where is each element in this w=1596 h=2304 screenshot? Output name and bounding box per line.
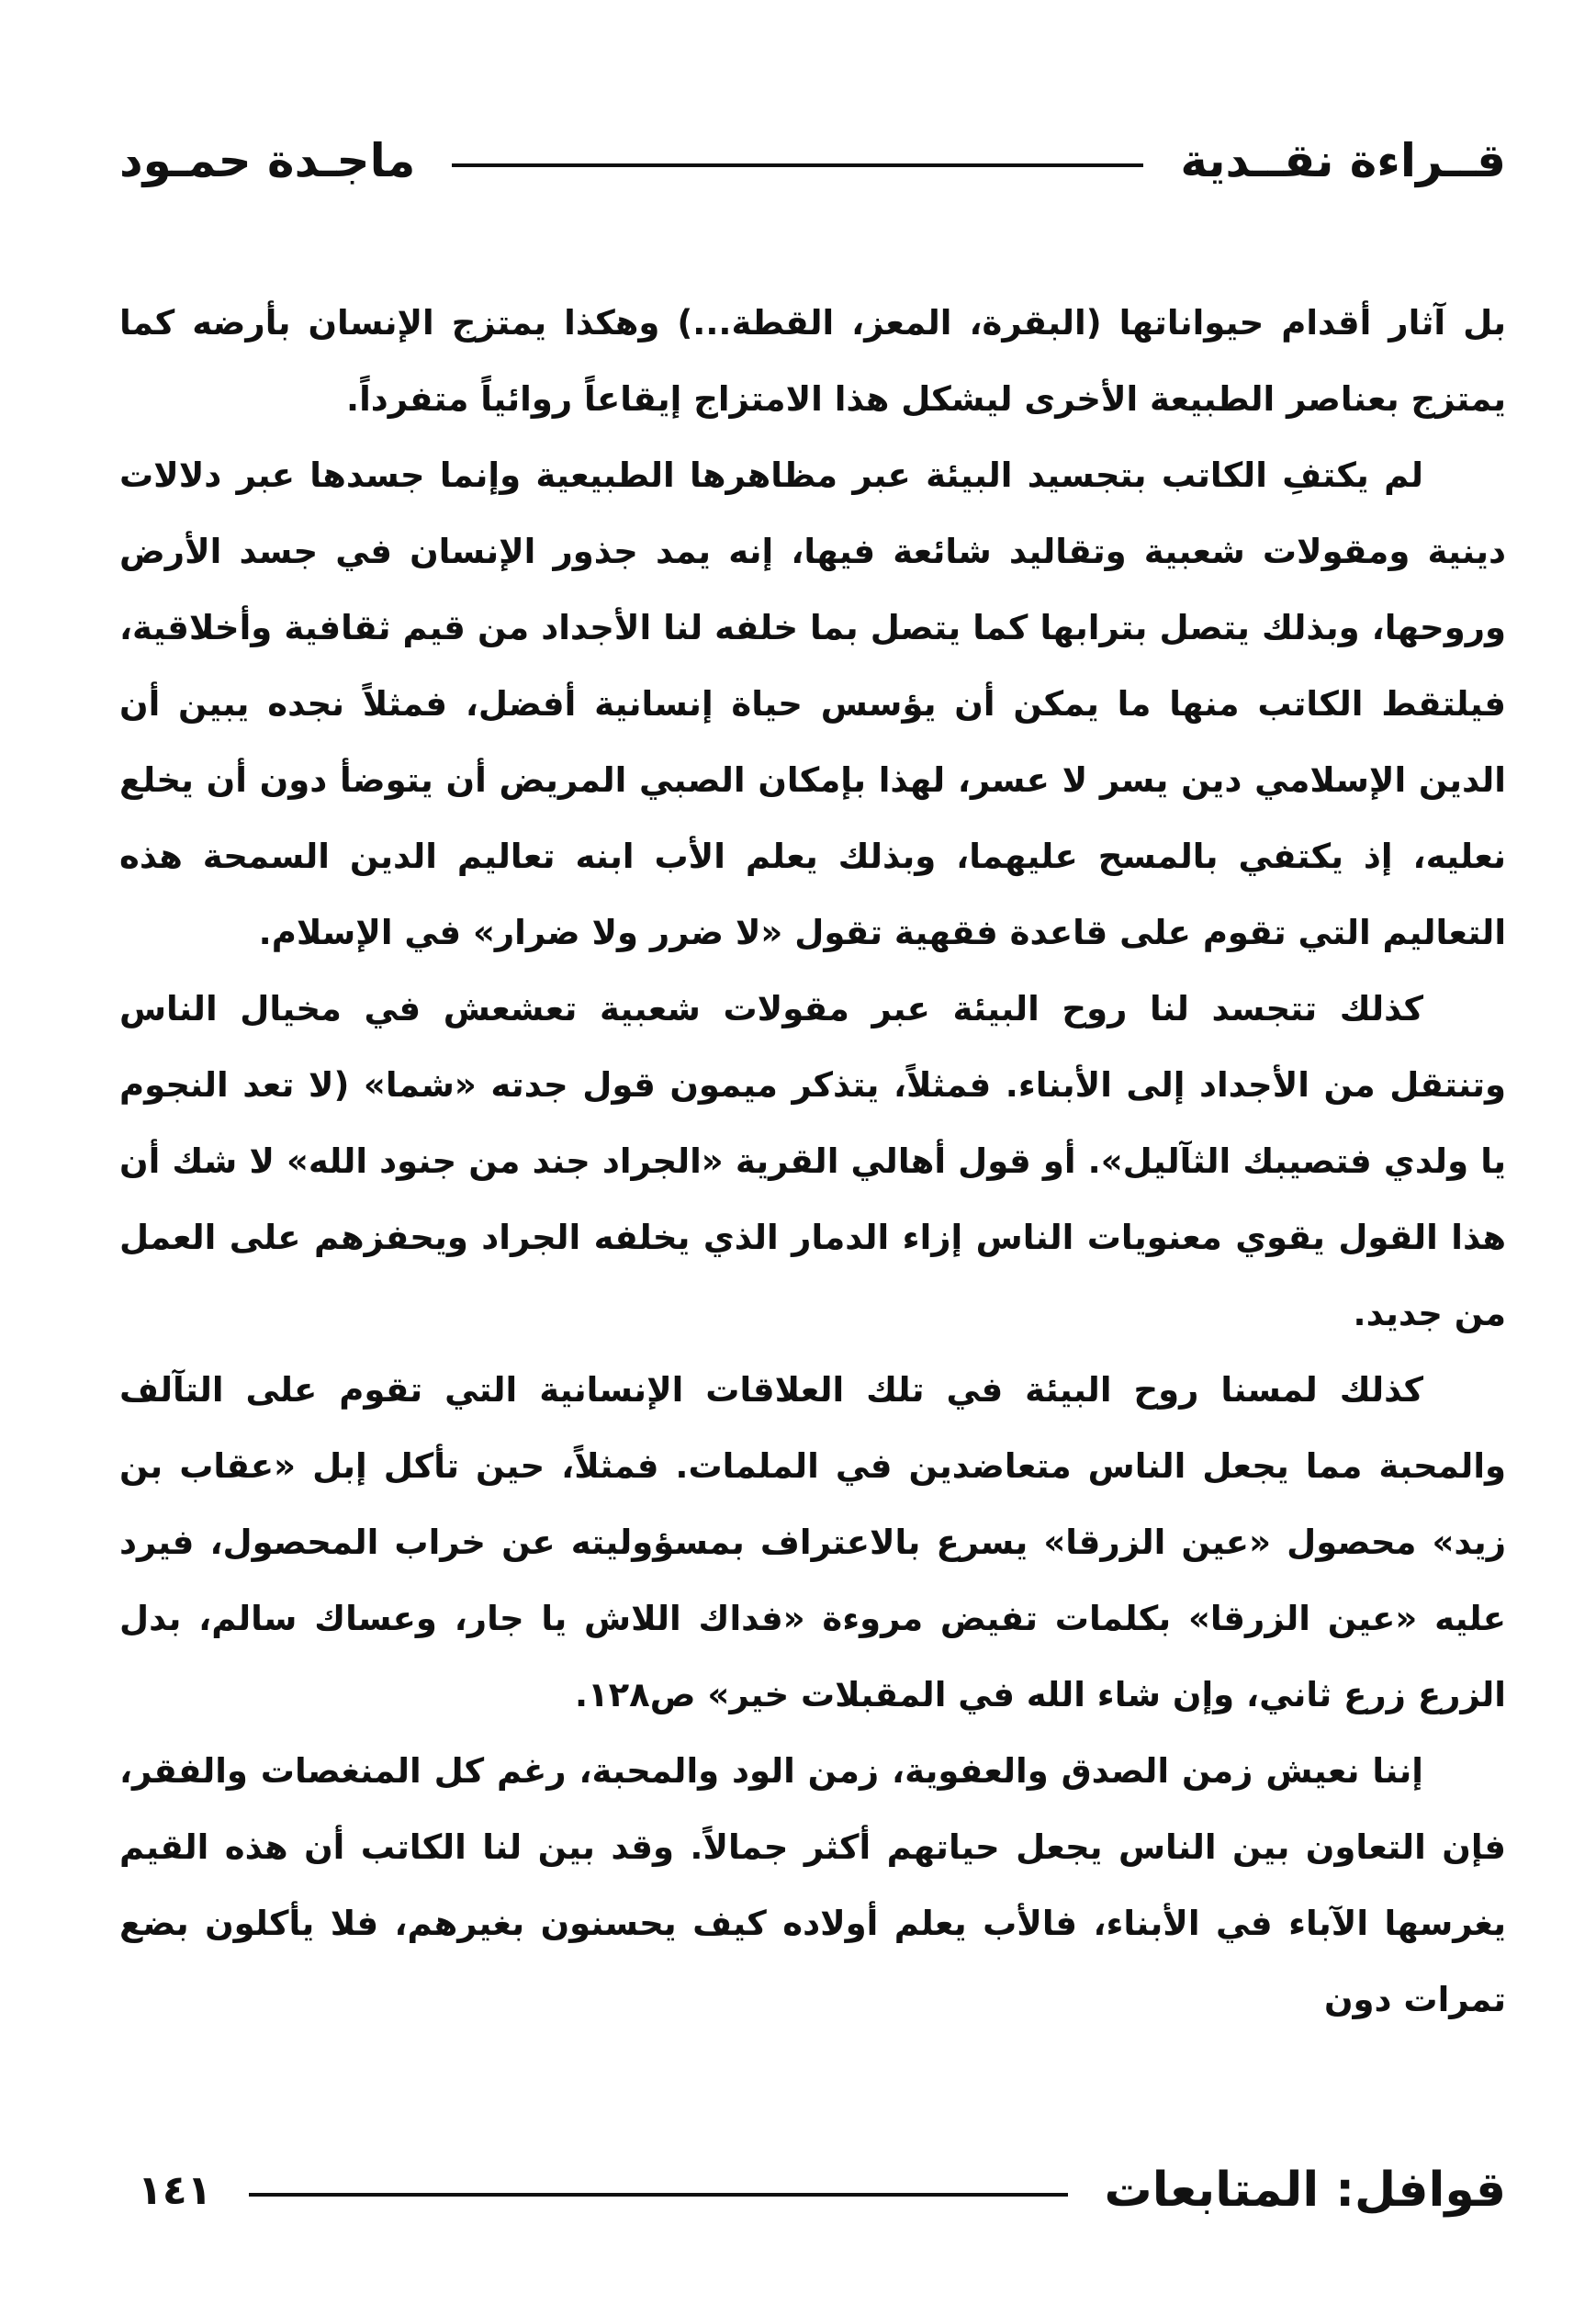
article-body: [119, 285, 1506, 2038]
running-header: [119, 124, 1506, 197]
running-footer: [119, 2153, 1506, 2227]
paragraph: لم يكتفِ الكاتب بتجسيد البيئة عبر مظاهرها الطبيعية وإنما جسدها عبر دلالات دينية ومقولات شعبية وتقاليد شائعة فيها، إنه يمد جذور الإنسان في جسد الأرض وروحها، وبذلك يتصل بترابها كما يتصل بما خلفه لنا الأجداد من قيم ثقافية وأخلاقية، فيلتقط الكاتب منها ما يمكن أن يؤسس حياة إنسانية أفضل، فمثلاً نجده يبين أن الدين الإسلامي دين يسر لا عسر، لهذا بإمكان الصبي المريض أن يتوضأ دون أن يخلع نعليه، إذ يكتفي بالمسح عليهما، وبذلك يعلم الأب ابنه تعاليم الدين السمحة هذه التعاليم التي تقوم على قاعدة فقهية تقول «لا ضرر ولا ضرار» في الإسلام.: [119, 455, 1506, 952]
section-title: قــراءة نقــدية: [1180, 134, 1506, 187]
page-number: ١٤١: [138, 2166, 212, 2214]
author-name: ماجـدة حمـود: [119, 134, 416, 187]
paragraph: بل آثار أقدام حيواناتها (البقرة، المعز، القطة...) وهكذا يمتزج الإنسان بأرضه كما يمتزج بعناصر الطبيعة الأخرى ليشكل هذا الامتزاج إيقاعاً روائياً متفرداً.: [119, 303, 1506, 419]
journal-title: قوافل: المتابعات: [1104, 2163, 1506, 2218]
footer-rule: [249, 2193, 1068, 2197]
paragraph: إننا نعيش زمن الصدق والعفوية، زمن الود والمحبة، رغم كل المنغصات والفقر، فإن التعاون بين الناس يجعل حياتهم أكثر جمالاً. وقد بين لنا الكاتب أن هذه القيم يغرسها الآباء في الأبناء، فالأب يعلم أولاده كيف يحسنون بغيرهم، فلا يأكلون بضع تمرات دون: [119, 1751, 1506, 2019]
paragraph: كذلك لمسنا روح البيئة في تلك العلاقات الإنسانية التي تقوم على التآلف والمحبة مما يجعل الناس متعاضدين في الملمات. فمثلاً، حين تأكل إبل «عقاب بن زيد» محصول «عين الزرقا» يسرع بالاعتراف بمسؤوليته عن خراب المحصول، فيرد عليه «عين الزرقا» بكلمات تفيض مروءة «فداك اللاش يا جار، وعساك سالم، بدل الزرع زرع ثاني، وإن شاء الله في المقبلات خير» ص١٢٨.: [119, 1370, 1506, 1714]
header-rule: [452, 163, 1143, 167]
paragraph: كذلك تتجسد لنا روح البيئة عبر مقولات شعبية تعشعش في مخيال الناس وتنتقل من الأجداد إلى الأبناء. فمثلاً، يتذكر ميمون قول جدته «شما» (لا تعد النجوم يا ولدي فتصيبك الثآليل». أو قول أهالي القرية «الجراد جند من جنود الله» لا شك أن هذا القول يقوي معنويات الناس إزاء الدمار الذي يخلفه الجراد ويحفزهم على العمل من جديد.: [119, 989, 1506, 1333]
